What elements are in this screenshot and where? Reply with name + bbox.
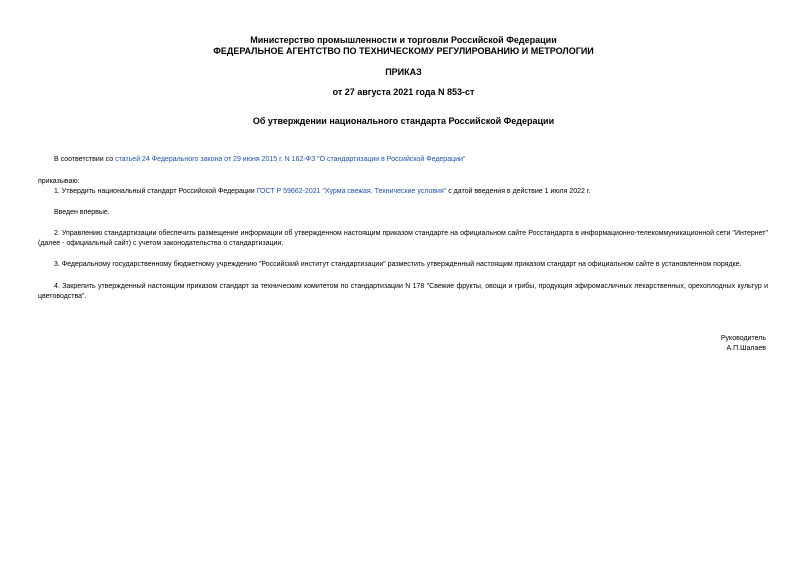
item-4-paragraph: 4. Закрепить утвержденный настоящим приказом стандарт за техническим комитетом по стандартизации N 178 "Свежие фрукты, овощи и грибы, продукция эфиромасличных лекарственных, орехоплодных культур и цветоводства". bbox=[38, 283, 768, 300]
item-1-paragraph bbox=[54, 187, 766, 197]
standard-link[interactable]: ГОСТ Р 59662-2021 "Хурма свежая. Технические условия" bbox=[256, 188, 447, 195]
ministry-title: Министерство промышленности и торговли Российской Федерации bbox=[250, 35, 557, 45]
agency-title: ФЕДЕРАЛЬНОЕ АГЕНТСТВО ПО ТЕХНИЧЕСКОМУ РЕГУЛИРОВАНИЮ И МЕТРОЛОГИИ bbox=[213, 46, 594, 56]
law-link[interactable]: статьей 24 Федерального закона от 29 июня 2015 г. N 162-ФЗ "О стандартизации в Российской Федерации" bbox=[115, 156, 466, 163]
basis-paragraph bbox=[54, 155, 766, 165]
item-1-suffix: с датой введения в действие 1 июля 2022 г. bbox=[446, 188, 591, 195]
item-1-prefix: 1. Утвердить национальный стандарт Российской Федерации bbox=[54, 188, 257, 195]
item-2-paragraph: 2. Управлению стандартизации обеспечить размещение информации об утвержденном настоящим приказом стандарте на официальном сайте Росстандарта в информационно-телекоммуникационной сети "Интернет" (далее - официальный сайт) с учетом законодательства о стандартизации. bbox=[38, 230, 768, 247]
introduced-note: Введен впервые. bbox=[54, 209, 110, 216]
document-type: ПРИКАЗ bbox=[385, 67, 422, 77]
document-date-number: от 27 августа 2021 года N 853-ст bbox=[332, 87, 475, 97]
basis-prefix: В соответствии со bbox=[54, 156, 116, 163]
item-3-paragraph: 3. Федеральному государственному бюджетному учреждению "Российский институт стандартизации" разместить утвержденный настоящим приказом стандарт на официальном сайте в установленном порядке. bbox=[54, 261, 742, 268]
signature-position: Руководитель bbox=[720, 335, 766, 342]
signature-name: А.П.Шалаев bbox=[726, 345, 766, 352]
order-word: приказываю: bbox=[38, 178, 80, 185]
document-subject: Об утверждении национального стандарта Российской Федерации bbox=[252, 116, 555, 126]
